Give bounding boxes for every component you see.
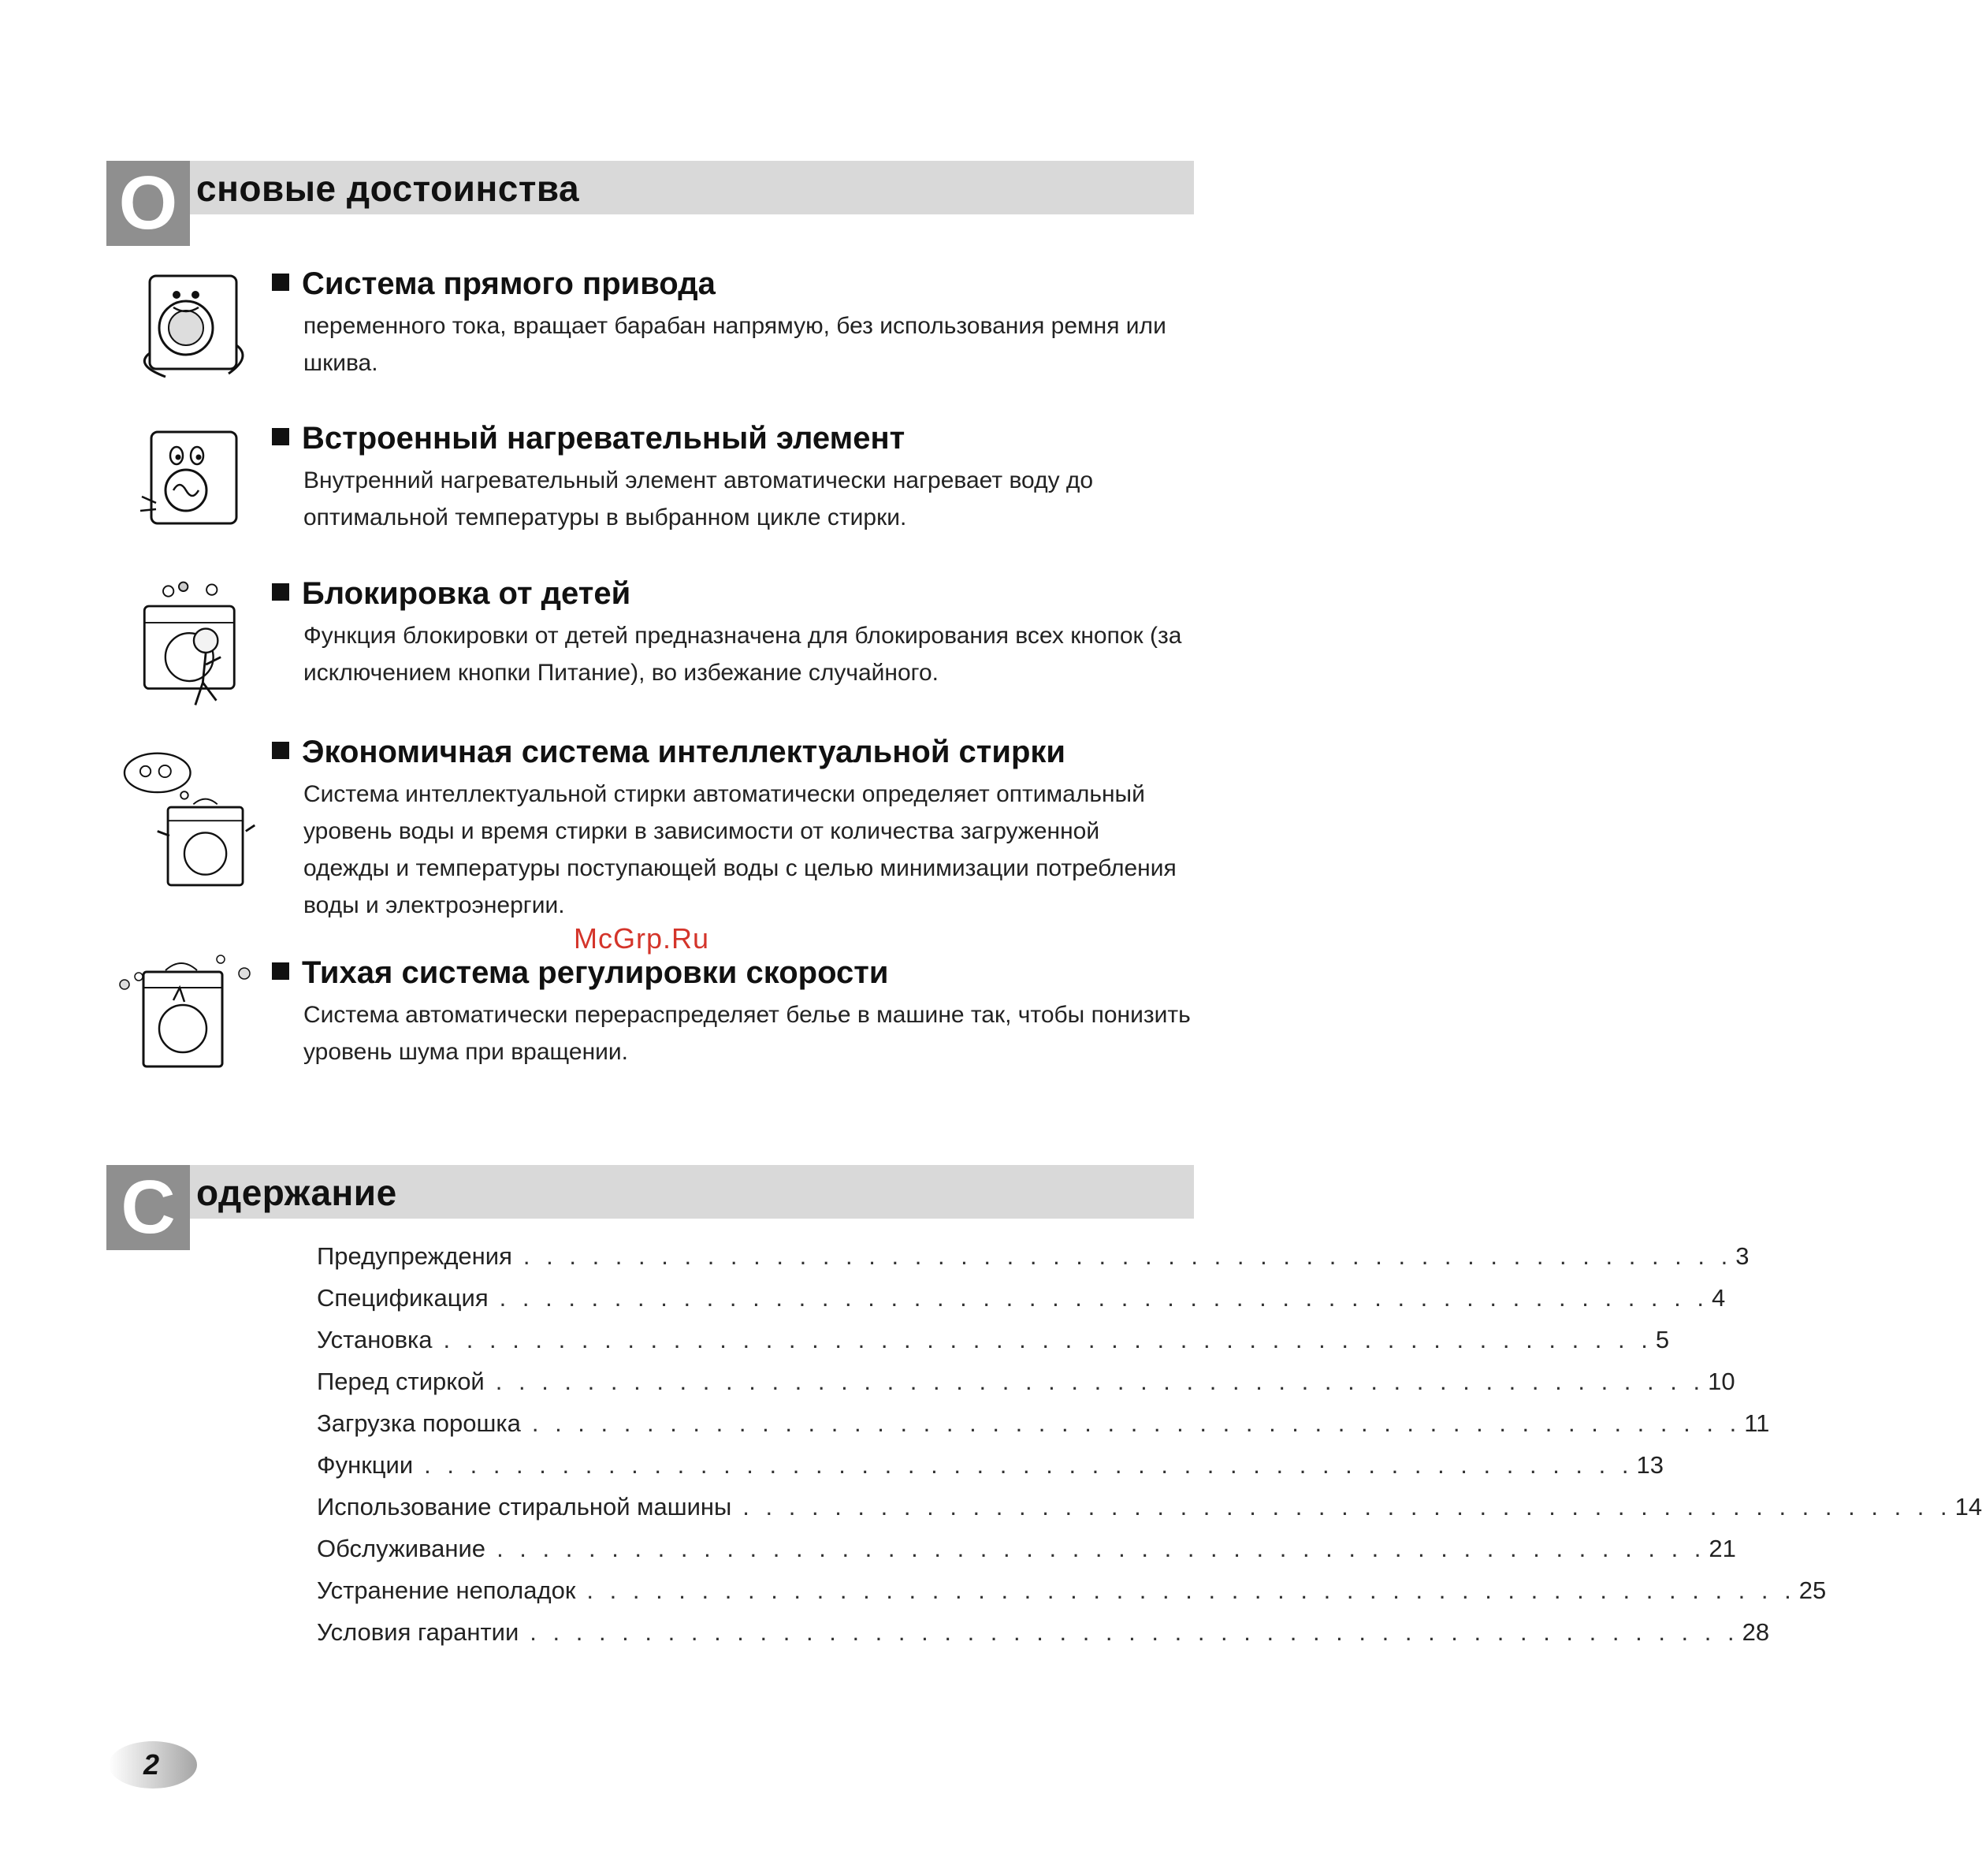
toc-leader-dots: . . . . . . . . . . . . . . . . . . . . . . . . . . . . . . . . . . . . . . . . . . . . . . . . . . . . . (522, 1242, 1733, 1270)
feature-title-text: Система прямого привода (302, 266, 716, 301)
toc-page-number: 3 (1735, 1242, 1750, 1270)
quiet-washer-icon (118, 949, 268, 1099)
feature-description: Внутренний нагревательный элемент автоматически нагревает воду до оптимальной температуры в выбранном цикле стирки. (303, 467, 1094, 530)
page-number: 2 (143, 1748, 160, 1781)
toc-leader-dots: . . . . . . . . . . . . . . . . . . . . . . . . . . . . . . . . . . . . . . . . . . . . . . . . . . . . . (443, 1326, 1653, 1353)
toc-page-number: 11 (1744, 1409, 1770, 1437)
toc-label: Устранение неполадок (317, 1576, 576, 1604)
toc-page-number: 14 (1954, 1493, 1982, 1521)
section-header-contents (106, 1165, 1194, 1250)
toc-page-number: 28 (1742, 1618, 1770, 1646)
feature-description: переменного тока, вращает барабан напрямую, без использования ремня или шкива. (303, 313, 1166, 376)
bullet-square-icon (272, 274, 289, 291)
toc-label: Функции (317, 1451, 414, 1479)
feature-title-text: Тихая система регулировки скорости (302, 955, 889, 990)
toc-entry[interactable] (317, 1326, 1670, 1368)
child-lock-icon (118, 576, 268, 726)
bullet-square-icon (272, 428, 289, 445)
toc-leader-dots: . . . . . . . . . . . . . . . . . . . . . . . . . . . . . . . . . . . . . . . . . . . . . . . . . . . . . (586, 1576, 1796, 1604)
toc-label: Перед стиркой (317, 1368, 485, 1395)
toc-page-number: 25 (1798, 1576, 1827, 1604)
toc-entry[interactable] (317, 1618, 1770, 1660)
toc-leader-dots: . . . . . . . . . . . . . . . . . . . . . . . . . . . . . . . . . . . . . . . . . . . . . . . . . . . . . (424, 1451, 1634, 1479)
smart-wash-icon (109, 749, 258, 899)
toc-page-number: 4 (1712, 1284, 1726, 1312)
toc-entry[interactable] (317, 1368, 1735, 1409)
feature-title (272, 735, 1065, 770)
toc-label: Установка (317, 1326, 433, 1353)
toc-leader-dots: . . . . . . . . . . . . . . . . . . . . . . . . . . . . . . . . . . . . . . . . . . . . . . . . . . . . . (742, 1493, 1952, 1521)
toc-page-number: 5 (1655, 1326, 1670, 1353)
washer-heater-icon (118, 421, 268, 571)
toc-leader-dots: . . . . . . . . . . . . . . . . . . . . . . . . . . . . . . . . . . . . . . . . . . . . . . . . . . . . . (530, 1618, 1739, 1646)
feature-child-lock (118, 576, 1198, 734)
watermark: McGrp.Ru (574, 922, 710, 955)
section-header-features (106, 161, 1194, 246)
feature-description: Система интеллектуальной стирки автоматически определяет оптимальный уровень воды и время стирки в зависимости от количества загруженной одежды и температуры поступающей воды с целью минимизации потребления воды и электроэнергии. (303, 781, 1177, 918)
toc-leader-dots: . . . . . . . . . . . . . . . . . . . . . . . . . . . . . . . . . . . . . . . . . . . . . . . . . . . . . (531, 1409, 1742, 1437)
toc-entry[interactable] (317, 1576, 1827, 1618)
section-title: одержание (196, 1172, 397, 1213)
toc-label: Использование стиральной машины (317, 1493, 732, 1521)
toc-page-number: 21 (1709, 1535, 1736, 1562)
toc-label: Предупреждения (317, 1242, 512, 1270)
bullet-square-icon (272, 962, 289, 980)
feature-title (272, 421, 905, 456)
bullet-square-icon (272, 742, 289, 759)
toc-leader-dots: . . . . . . . . . . . . . . . . . . . . . . . . . . . . . . . . . . . . . . . . . . . . . . . . . . . . . (495, 1368, 1705, 1395)
toc-entry[interactable] (317, 1409, 1770, 1451)
feature-title (272, 576, 630, 612)
toc-entry[interactable] (317, 1242, 1750, 1284)
washer-direct-drive-icon (118, 266, 268, 416)
section-title: сновые достоинства (196, 168, 580, 209)
feature-smart-wash (118, 735, 1198, 924)
toc-entry[interactable] (317, 1493, 1982, 1535)
feature-direct-drive (118, 266, 1198, 400)
toc-label: Загрузка порошка (317, 1409, 521, 1437)
toc-label: Спецификация (317, 1284, 489, 1312)
section-initial-letter: О (106, 161, 190, 246)
section-initial-letter: С (106, 1165, 190, 1250)
toc-page-number: 13 (1636, 1451, 1664, 1479)
toc-entry[interactable] (317, 1451, 1664, 1493)
feature-title-text: Блокировка от детей (302, 576, 631, 611)
toc-leader-dots: . . . . . . . . . . . . . . . . . . . . . . . . . . . . . . . . . . . . . . . . . . . . . . . . . . . . . (496, 1535, 1706, 1562)
toc-entry[interactable] (317, 1284, 1726, 1326)
feature-title (272, 955, 888, 991)
feature-description: Функция блокировки от детей предназначена для блокирования всех кнопок (за исключением кнопки Питание), во избежание случайного. (303, 623, 1182, 686)
toc-label: Обслуживание (317, 1535, 486, 1562)
toc-entry[interactable] (317, 1535, 1736, 1576)
bullet-square-icon (272, 583, 289, 601)
toc-page-number: 10 (1708, 1368, 1735, 1395)
toc-label: Условия гарантии (317, 1618, 519, 1646)
feature-description: Система автоматически перераспределяет белье в машине так, чтобы понизить уровень шума при вращении. (303, 1002, 1191, 1065)
feature-title-text: Экономичная система интеллектуальной стирки (302, 735, 1065, 769)
toc-leader-dots: . . . . . . . . . . . . . . . . . . . . . . . . . . . . . . . . . . . . . . . . . . . . . . . . . . . . . (499, 1284, 1709, 1312)
feature-heater (118, 421, 1198, 555)
feature-quiet-speed (118, 955, 1198, 1081)
table-of-contents (317, 1242, 1982, 1660)
feature-title (272, 266, 716, 302)
page-number-badge (104, 1739, 197, 1791)
feature-title-text: Встроенный нагревательный элемент (302, 421, 905, 456)
